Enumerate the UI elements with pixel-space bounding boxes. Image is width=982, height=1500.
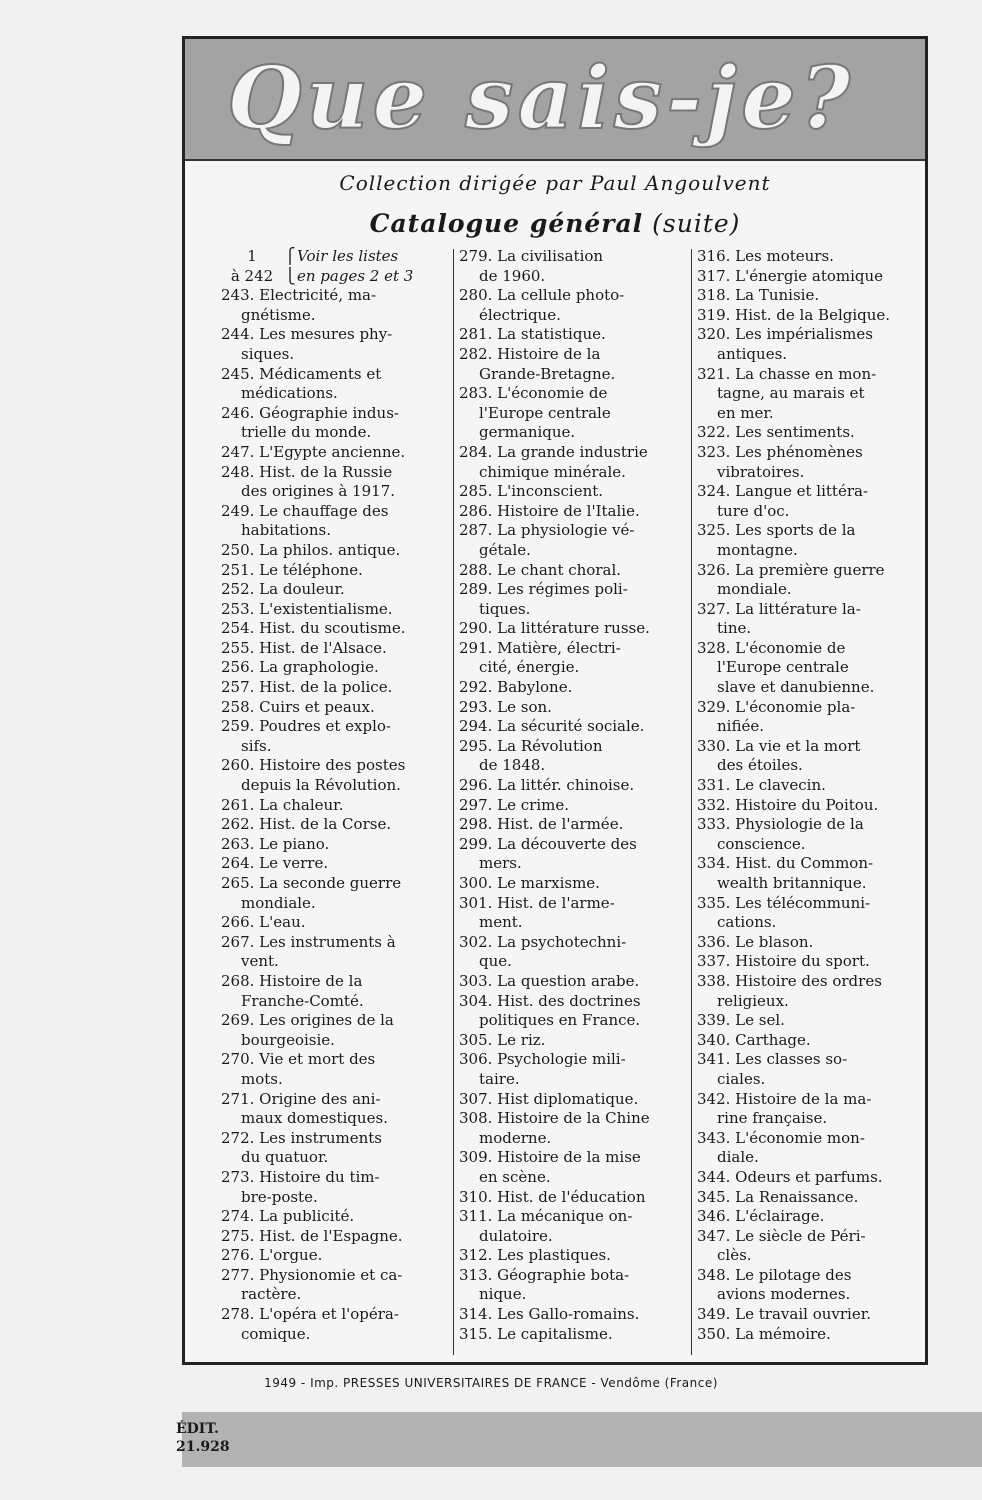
entry-continuation: sifs. <box>241 736 272 755</box>
catalogue-entry <box>221 815 443 835</box>
catalogue-entry <box>459 286 681 325</box>
entry-continuation: bourgeoisie. <box>241 1030 335 1049</box>
entry-title: 314. Les Gallo-romains. <box>459 1305 640 1324</box>
catalogue-entry <box>221 639 443 659</box>
catalogue-entry <box>459 1207 681 1246</box>
entry-title: 285. L'inconscient. <box>459 482 604 501</box>
entry-continuation: diale. <box>717 1148 759 1167</box>
catalogue-entry <box>221 619 443 639</box>
catalogue-entry <box>697 325 923 364</box>
catalogue-entry <box>697 521 923 560</box>
catalogue-entry <box>221 796 443 816</box>
catalogue-entry <box>697 1266 923 1305</box>
brace-glyph: ⎩ <box>284 266 296 285</box>
entry-continuation: antiques. <box>717 344 788 363</box>
entry-title: 254. Hist. du scoutisme. <box>221 619 406 638</box>
entry-continuation: clès. <box>717 1246 752 1265</box>
catalogue-entry <box>697 365 923 424</box>
catalogue-entry <box>459 1109 681 1148</box>
catalogue-entry <box>459 1325 681 1345</box>
entry-title: 312. Les plastiques. <box>459 1246 611 1265</box>
entry-title: 260. Histoire des postes <box>221 756 406 775</box>
catalogue-entry <box>221 756 443 795</box>
edition-number <box>176 1420 230 1456</box>
entry-title: 286. Histoire de l'Italie. <box>459 501 640 520</box>
catalogue-entry <box>459 1188 681 1208</box>
entry-title: 329. L'économie pla- <box>697 697 856 716</box>
entry-title: 275. Hist. de l'Espagne. <box>221 1226 403 1245</box>
catalogue-entry <box>221 972 443 1011</box>
entry-continuation: en mer. <box>717 403 774 422</box>
catalogue-entry <box>221 933 443 972</box>
entry-title: 330. La vie et la mort <box>697 736 861 755</box>
entry-title: 323. Les phénomènes <box>697 442 863 461</box>
entry-title: 264. Le verre. <box>221 854 329 873</box>
entry-title: 334. Hist. du Common- <box>697 854 874 873</box>
catalogue-entry <box>459 737 681 776</box>
entry-title: 296. La littér. chinoise. <box>459 776 635 795</box>
catalogue-entry <box>459 972 681 992</box>
catalogue-entry <box>221 913 443 933</box>
catalogue-entry <box>459 1305 681 1325</box>
entry-title: 281. La statistique. <box>459 325 606 344</box>
catalogue-entry <box>697 1325 923 1345</box>
entry-title: 250. La philos. antique. <box>221 540 401 559</box>
entry-title: 290. La littérature russe. <box>459 619 650 638</box>
catalogue-entry <box>697 443 923 482</box>
catalogue-entry <box>697 1305 923 1325</box>
entry-title: 328. L'économie de <box>697 638 846 657</box>
entry-title: 345. La Renaissance. <box>697 1187 859 1206</box>
catalogue-entry <box>697 815 923 854</box>
column-divider <box>453 249 454 1355</box>
entry-continuation: ciales. <box>717 1069 766 1088</box>
entry-title: 274. La publicité. <box>221 1207 355 1226</box>
catalogue-entry <box>459 619 681 639</box>
catalogue-entry <box>221 1129 443 1168</box>
catalogue-entry <box>459 443 681 482</box>
entry-title: 308. Histoire de la Chine <box>459 1109 650 1128</box>
entry-title: 295. La Révolution <box>459 736 603 755</box>
entry-title: 300. Le marxisme. <box>459 874 600 892</box>
catalogue-entry <box>697 267 923 287</box>
catalogue-entry <box>459 698 681 718</box>
catalogue-entry <box>459 1050 681 1089</box>
catalogue-column-3 <box>697 247 923 1344</box>
column-divider <box>691 249 692 1355</box>
entry-title: 303. La question arabe. <box>459 971 640 990</box>
entry-continuation: mers. <box>479 854 522 873</box>
catalogue-entry <box>221 541 443 561</box>
entry-title: 320. Les impérialismes <box>697 325 873 344</box>
entry-continuation: taire. <box>479 1069 520 1088</box>
catalogue-frame <box>182 36 928 1365</box>
catalogue-entry <box>697 306 923 326</box>
entry-title: 253. L'existentialisme. <box>221 599 393 618</box>
catalogue-entry <box>221 365 443 404</box>
entry-continuation: mondiale. <box>717 580 792 599</box>
entry-continuation: en scène. <box>479 1167 551 1186</box>
catalogue-entry <box>697 1031 923 1051</box>
catalogue-column-2 <box>459 247 681 1344</box>
catalogue-entry <box>459 678 681 698</box>
entry-continuation: dulatoire. <box>479 1226 553 1245</box>
entry-title: 283. L'économie de <box>459 384 608 403</box>
entry-title: 246. Géographie indus- <box>221 403 399 422</box>
entry-continuation: du quatuor. <box>241 1148 329 1167</box>
entry-title: 321. La chasse en mon- <box>697 364 877 383</box>
catalogue-entry <box>697 286 923 306</box>
catalogue-entry <box>221 854 443 874</box>
entry-continuation: conscience. <box>717 834 806 853</box>
entry-title: 332. Histoire du Poitou. <box>697 795 879 814</box>
entry-title: 307. Hist diplomatique. <box>459 1089 639 1108</box>
catalogue-entry <box>221 874 443 913</box>
catalogue-entry <box>459 482 681 502</box>
catalogue-entry <box>697 561 923 600</box>
entry-title: 310. Hist. de l'éducation <box>459 1187 646 1206</box>
entry-continuation: ture d'oc. <box>717 501 790 520</box>
edition-label: ÉDIT. <box>176 1421 219 1437</box>
entry-continuation: que. <box>479 952 512 971</box>
entry-title: 318. La Tunisie. <box>697 286 820 305</box>
catalogue-entry <box>221 1090 443 1129</box>
catalogue-entry <box>697 482 923 521</box>
catalogue-entry <box>221 717 443 756</box>
catalogue-entry <box>221 658 443 678</box>
entry-title: 249. Le chauffage des <box>221 501 389 520</box>
catalogue-entry <box>459 502 681 522</box>
entry-continuation: de 1960. <box>479 266 546 285</box>
catalogue-entry <box>221 1305 443 1344</box>
see-also-pages: en pages 2 et 3 <box>297 266 414 285</box>
catalogue-entry <box>221 502 443 541</box>
entry-title: 325. Les sports de la <box>697 521 856 540</box>
entry-title: 277. Physionomie et ca- <box>221 1265 403 1284</box>
entry-title: 327. La littérature la- <box>697 599 861 618</box>
catalogue-entry <box>697 737 923 776</box>
entry-title: 268. Histoire de la <box>221 971 363 990</box>
entry-continuation: germanique. <box>479 423 576 442</box>
entry-continuation: habitations. <box>241 521 331 540</box>
entry-title: 297. Le crime. <box>459 795 570 814</box>
entry-title: 336. Le blason. <box>697 932 814 951</box>
entry-continuation: mots. <box>241 1069 283 1088</box>
entry-title: 347. Le siècle de Péri- <box>697 1226 866 1245</box>
entry-continuation: rine française. <box>717 1109 828 1128</box>
entry-title: 299. La découverte des <box>459 834 637 853</box>
see-also-text: Voir les listes <box>297 247 399 265</box>
printer-line: 1949 - Imp. PRESSES UNIVERSITAIRES DE FRANCE - Vendôme (France) <box>264 1376 718 1390</box>
entry-title: 348. Le pilotage des <box>697 1265 852 1284</box>
catalogue-entry <box>221 1227 443 1247</box>
catalogue-entry <box>459 933 681 972</box>
entry-title: 271. Origine des ani- <box>221 1089 381 1108</box>
catalogue-entry <box>459 345 681 384</box>
entry-continuation: avions modernes. <box>717 1285 851 1304</box>
entry-title: 338. Histoire des ordres <box>697 971 882 990</box>
catalogue-entry <box>697 933 923 953</box>
entry-title: 262. Hist. de la Corse. <box>221 815 392 834</box>
entry-title: 265. La seconde guerre <box>221 874 402 892</box>
entry-continuation: moderne. <box>479 1128 552 1147</box>
entry-title: 306. Psychologie mili- <box>459 1050 626 1069</box>
entry-title: 251. Le téléphone. <box>221 560 363 579</box>
entry-title: 272. Les instruments <box>221 1128 382 1147</box>
entry-title: 344. Odeurs et parfums. <box>697 1167 883 1186</box>
entry-continuation: gétale. <box>479 540 531 559</box>
entry-title: 252. La douleur. <box>221 580 345 599</box>
catalogue-entry <box>221 325 443 364</box>
entry-title: 256. La graphologie. <box>221 658 379 677</box>
entry-continuation: montagne. <box>717 540 798 559</box>
entry-continuation: maux domestiques. <box>241 1109 388 1128</box>
entry-title: 326. La première guerre <box>697 560 885 579</box>
entry-continuation: vibratoires. <box>717 462 805 481</box>
entry-continuation: depuis la Révolution. <box>241 776 401 795</box>
entry-continuation: mondiale. <box>241 893 316 912</box>
entry-continuation: religieux. <box>717 991 789 1010</box>
entry-title: 267. Les instruments à <box>221 932 396 951</box>
catalogue-entry <box>697 698 923 737</box>
catalogue-entry <box>697 423 923 443</box>
catalogue-entry <box>221 463 443 502</box>
entry-title: 294. La sécurité sociale. <box>459 717 645 736</box>
entry-continuation: trielle du monde. <box>241 423 372 442</box>
entry-continuation: Grande-Bretagne. <box>479 364 616 383</box>
entry-continuation: de 1848. <box>479 756 546 775</box>
catalogue-entry <box>697 1227 923 1266</box>
catalogue-entry <box>697 776 923 796</box>
entry-continuation: wealth britannique. <box>717 874 867 892</box>
entry-title: 248. Hist. de la Russie <box>221 462 393 481</box>
entry-title: 257. Hist. de la police. <box>221 678 393 697</box>
see-also-range-start: 1 <box>247 247 257 265</box>
entry-title: 350. La mémoire. <box>697 1324 831 1343</box>
entry-title: 315. Le capitalisme. <box>459 1324 613 1343</box>
catalogue-entry <box>221 1011 443 1050</box>
catalogue-entry <box>459 1090 681 1110</box>
catalogue-entry <box>459 1031 681 1051</box>
entry-title: 287. La physiologie vé- <box>459 521 635 540</box>
entry-title: 291. Matière, électri- <box>459 638 621 657</box>
entry-title: 333. Physiologie de la <box>697 815 864 834</box>
entry-title: 349. Le travail ouvrier. <box>697 1305 871 1324</box>
entry-title: 258. Cuirs et peaux. <box>221 697 375 716</box>
entry-title: 331. Le clavecin. <box>697 776 826 795</box>
entry-continuation: bre-poste. <box>241 1187 318 1206</box>
entry-title: 305. Le riz. <box>459 1030 546 1049</box>
catalogue-entry <box>459 561 681 581</box>
entry-continuation: des origines à 1917. <box>241 482 395 501</box>
catalogue-entry <box>221 678 443 698</box>
entry-title: 245. Médicaments et <box>221 364 382 383</box>
entry-title: 311. La mécanique on- <box>459 1207 633 1226</box>
catalogue-title: Catalogue général <box>369 209 644 238</box>
entry-continuation: ractère. <box>241 1285 302 1304</box>
entry-continuation: nique. <box>479 1285 527 1304</box>
series-title: Que sais-je? <box>227 48 855 149</box>
entry-title: 279. La civilisation <box>459 247 604 265</box>
brace-glyph: ⎧ <box>284 247 296 265</box>
entry-title: 346. L'éclairage. <box>697 1207 825 1226</box>
catalogue-entry <box>221 286 443 325</box>
catalogue-entry <box>221 698 443 718</box>
entry-title: 335. Les télécommuni- <box>697 893 871 912</box>
entry-continuation: l'Europe centrale <box>717 658 849 677</box>
catalogue-entry <box>697 1090 923 1129</box>
entry-continuation: l'Europe centrale <box>479 403 611 422</box>
entry-continuation: médications. <box>241 384 338 403</box>
entry-title: 302. La psychotechni- <box>459 932 627 951</box>
catalogue-entry <box>697 796 923 816</box>
catalogue-entry <box>221 1207 443 1227</box>
catalogue-entry <box>459 639 681 678</box>
catalogue-entry <box>459 894 681 933</box>
see-also-note <box>221 247 443 267</box>
entry-title: 269. Les origines de la <box>221 1011 394 1030</box>
catalogue-entry <box>697 894 923 933</box>
title-banner <box>185 39 925 161</box>
edition-value: 21.928 <box>176 1439 230 1455</box>
entry-title: 266. L'eau. <box>221 913 306 932</box>
entry-title: 244. Les mesures phy- <box>221 325 393 344</box>
entry-title: 288. Le chant choral. <box>459 560 622 579</box>
catalogue-entry <box>697 972 923 1011</box>
catalogue-suffix: (suite) <box>652 209 741 238</box>
entry-title: 292. Babylone. <box>459 678 573 697</box>
entry-continuation: nifiée. <box>717 717 764 736</box>
catalogue-entry <box>221 835 443 855</box>
catalogue-entry <box>459 325 681 345</box>
catalogue-entry <box>697 854 923 893</box>
entry-title: 342. Histoire de la ma- <box>697 1089 872 1108</box>
entry-title: 278. L'opéra et l'opéra- <box>221 1305 399 1324</box>
catalogue-entry <box>459 815 681 835</box>
entry-title: 280. La cellule photo- <box>459 286 625 305</box>
catalogue-entry <box>459 796 681 816</box>
entry-title: 282. Histoire de la <box>459 344 601 363</box>
catalogue-entry <box>221 1266 443 1305</box>
entry-continuation: Franche-Comté. <box>241 991 364 1010</box>
entry-title: 289. Les régimes poli- <box>459 580 628 599</box>
entry-title: 313. Géographie bota- <box>459 1265 630 1284</box>
entry-title: 243. Electricité, ma- <box>221 286 377 305</box>
entry-title: 261. La chaleur. <box>221 795 344 814</box>
catalogue-entry <box>697 952 923 972</box>
entry-continuation: tine. <box>717 619 752 638</box>
entry-title: 298. Hist. de l'armée. <box>459 815 624 834</box>
catalogue-entry <box>697 1050 923 1089</box>
catalogue-entry <box>221 600 443 620</box>
catalogue-entry <box>459 384 681 443</box>
catalogue-entry <box>459 776 681 796</box>
catalogue-entry <box>697 600 923 639</box>
entry-continuation: gnétisme. <box>241 305 316 324</box>
catalogue-entry <box>221 1168 443 1207</box>
catalogue-entry <box>459 1266 681 1305</box>
entry-title: 341. Les classes so- <box>697 1050 848 1069</box>
entry-continuation: électrique. <box>479 305 561 324</box>
catalogue-entry <box>697 1207 923 1227</box>
entry-title: 337. Histoire du sport. <box>697 952 870 971</box>
entry-continuation: tagne, au marais et <box>717 384 865 403</box>
entry-title: 309. Histoire de la mise <box>459 1148 641 1167</box>
catalogue-entry <box>459 247 681 286</box>
catalogue-entry <box>459 992 681 1031</box>
catalogue-entry <box>221 443 443 463</box>
entry-title: 293. Le son. <box>459 697 552 716</box>
catalogue-entry <box>697 1129 923 1168</box>
catalogue-heading <box>185 209 925 238</box>
entry-continuation: cité, énergie. <box>479 658 580 677</box>
entry-continuation: slave et danubienne. <box>717 678 875 697</box>
entry-title: 339. Le sel. <box>697 1011 785 1030</box>
bottom-band <box>182 1412 982 1467</box>
catalogue-entry <box>221 1050 443 1089</box>
entry-title: 301. Hist. de l'arme- <box>459 893 615 912</box>
entry-title: 316. Les moteurs. <box>697 247 834 265</box>
catalogue-entry <box>459 1246 681 1266</box>
catalogue-entry <box>221 404 443 443</box>
see-also-range-end: à 242 <box>230 266 274 285</box>
entry-continuation: comique. <box>241 1324 311 1343</box>
entry-continuation: siques. <box>241 344 295 363</box>
catalogue-column-1 <box>221 247 443 1344</box>
entry-title: 273. Histoire du tim- <box>221 1167 380 1186</box>
entry-continuation: des étoiles. <box>717 756 803 775</box>
catalogue-entry <box>459 580 681 619</box>
catalogue-entry <box>697 1168 923 1188</box>
entry-continuation: cations. <box>717 913 777 932</box>
entry-title: 263. Le piano. <box>221 834 330 853</box>
catalogue-entry <box>459 835 681 874</box>
catalogue-entry <box>221 1246 443 1266</box>
catalogue-entry <box>459 1148 681 1187</box>
entry-title: 324. Langue et littéra- <box>697 482 869 501</box>
entry-continuation: chimique minérale. <box>479 462 626 481</box>
entry-title: 284. La grande industrie <box>459 442 648 461</box>
entry-title: 340. Carthage. <box>697 1030 811 1049</box>
entry-continuation: vent. <box>241 952 279 971</box>
catalogue-entry <box>221 561 443 581</box>
entry-title: 255. Hist. de l'Alsace. <box>221 638 387 657</box>
collection-director: Collection dirigée par Paul Angoulvent <box>339 171 771 195</box>
catalogue-entry <box>221 580 443 600</box>
catalogue-entry <box>459 717 681 737</box>
catalogue-entry <box>697 247 923 267</box>
entry-title: 319. Hist. de la Belgique. <box>697 305 891 324</box>
catalogue-entry <box>697 1188 923 1208</box>
catalogue-entry <box>459 874 681 894</box>
entry-continuation: tiques. <box>479 599 531 618</box>
see-also-note <box>221 267 443 287</box>
catalogue-entry <box>459 521 681 560</box>
entry-continuation: politiques en France. <box>479 1011 641 1030</box>
entry-title: 247. L'Egypte ancienne. <box>221 442 406 461</box>
entry-title: 270. Vie et mort des <box>221 1050 376 1069</box>
entry-title: 322. Les sentiments. <box>697 423 855 442</box>
entry-continuation: ment. <box>479 913 523 932</box>
entry-title: 343. L'économie mon- <box>697 1128 865 1147</box>
catalogue-entry <box>697 1011 923 1031</box>
entry-title: 317. L'énergie atomique <box>697 266 884 285</box>
entry-title: 304. Hist. des doctrines <box>459 991 641 1010</box>
catalogue-entry <box>697 639 923 698</box>
entry-title: 276. L'orgue. <box>221 1246 323 1265</box>
entry-title: 259. Poudres et explo- <box>221 717 391 736</box>
